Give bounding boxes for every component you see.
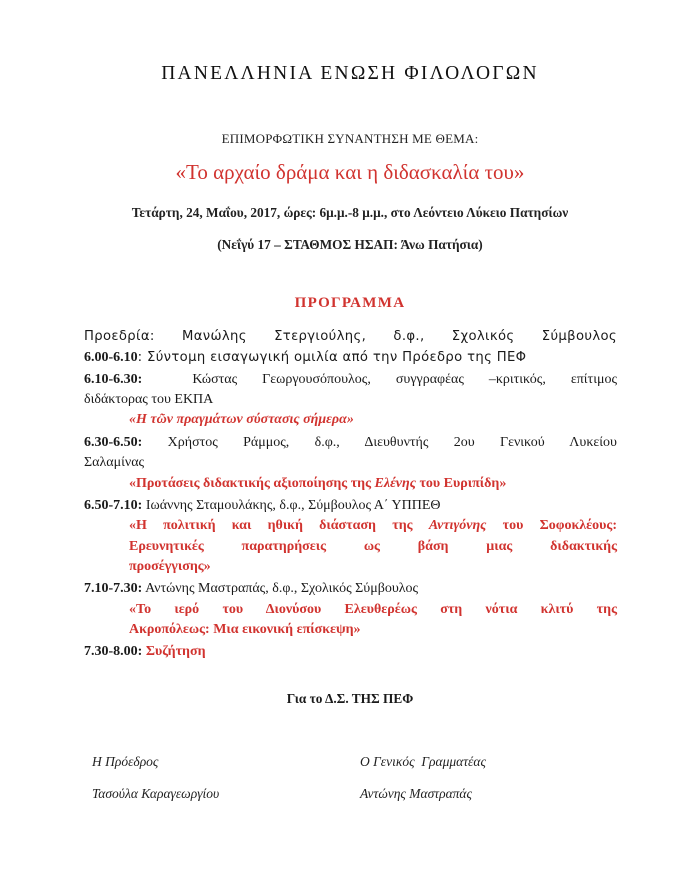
speaker-name: Αντώνης Μαστραπάς, δ.φ., Σχολικός Σύμβουλος [145,581,419,596]
board-signature-heading: Για το Δ.Σ. ΤΗΣ ΠΕΦ [286,691,414,706]
talk-title: «Προτάσεις διδακτικής αξιοποίησης της Ελένης του Ευριπίδη» [129,476,507,491]
program-heading: ΠΡΟΓΡΑΜΜΑ [294,295,406,311]
secretary-role: Ο Γενικός Γραμματέας [360,754,486,769]
program-time: 6.50-7.10: [84,498,143,513]
program-item-2 [84,370,617,390]
program-item-text: Συζήτηση [145,644,206,659]
program-item-5 [84,579,617,599]
speaker-name: Κώστας Γεωργουσόπουλος, συγγραφέας –κριτικός, επίτιμος [192,372,618,387]
speaker-name: Χρήστος Ράμμος, δ.φ., Διευθυντής 2ου Γενικού Λυκείου [167,435,617,450]
program-chair: Προεδρία: Μανώλης Στεργιούλης, δ.φ., Σχολικός Σύμβουλος [84,329,617,344]
secretary-name: Αντώνης Μαστραπάς [360,786,473,801]
speaker-name: Ιωάννης Σταμουλάκης, δ.φ., Σύμβουλος Α΄ ΥΠΠΕΘ [145,498,441,513]
address: (Νεΐγύ 17 – ΣΤΑΘΜΟΣ ΗΣΑΠ: Άνω Πατήσια) [217,237,483,252]
president-role: Η Πρόεδρος [92,754,159,769]
program-time: 7.30-8.00: [84,644,143,659]
program-item-text: : Σύντομη εισαγωγική ομιλία από την Πρόεδρο της ΠΕΦ [137,350,527,365]
meeting-title: «Το αρχαίο δράμα και η διδασκαλία του» [175,160,525,184]
talk-title: «Το ιερό του Διονύσου Ελευθερέως στη νότια κλιτύ της [129,602,617,617]
organization-name: ΠΑΝΕΛΛΗΝΙΑ ΕΝΩΣΗ ΦΙΛΟΛΟΓΩΝ [161,63,539,84]
talk-title-line-2: Ακροπόλεως: Μια εικονική επίσκεψη» [129,622,361,637]
meeting-type: ΕΠΙΜΟΡΦΩΤΙΚΗ ΣΥΝΑΝΤΗΣΗ ΜΕ ΘΕΜΑ: [221,131,479,146]
date-location: Τετάρτη, 24, Μαΐου, 2017, ώρες: 6μ.μ.-8 μ.μ., στο Λεόντειο Λύκειο Πατησίων [131,205,569,220]
talk-title: «Η πολιτική και ηθική διάσταση της Αντιγόνης του Σοφοκλέους: [129,518,617,533]
program-item-4 [84,496,617,516]
president-name: Τασούλα Καραγεωργίου [92,786,220,801]
talk-title-line-3: προσέγγισης» [129,559,211,574]
program-item-3 [84,433,617,453]
program-time: 6.00-6.10 [84,350,138,365]
program-time: 6.30-6.50: [84,435,143,450]
program-item-6 [84,642,617,662]
program-item-1 [84,348,617,368]
speaker-line-2: Σαλαμίνας [84,455,145,470]
talk-title: «Η τῶν πραγμάτων σύστασις σήμερα» [129,412,354,427]
program-time: 6.10-6.30: [84,372,143,387]
speaker-line-2: διδάκτορας του ΕΚΠΑ [84,392,214,407]
program-time: 7.10-7.30: [84,581,143,596]
talk-title-line-2: Ερευνητικές παρατηρήσεις ως βάση μιας διδακτικής [129,539,617,554]
